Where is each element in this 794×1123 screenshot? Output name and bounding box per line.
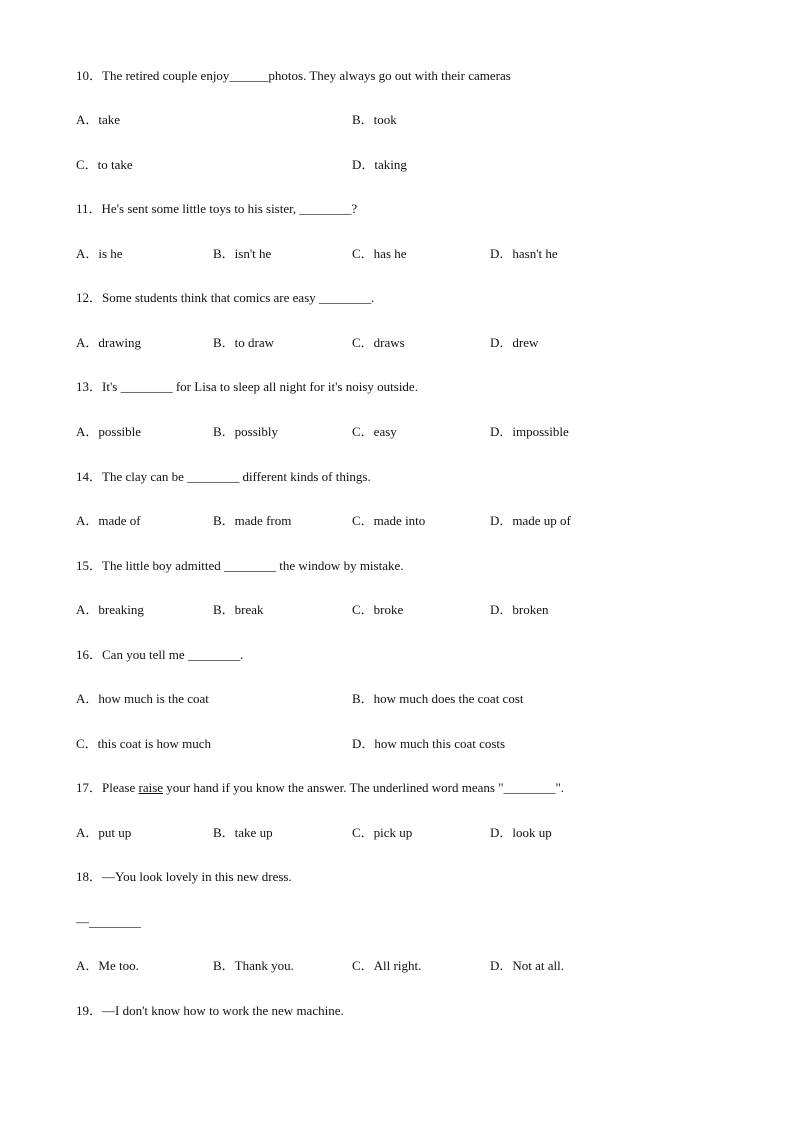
question-stem-after: your hand if you know the answer. The underlined word means "________". — [163, 780, 565, 795]
question-stem: Some students think that comics are easy ________. — [102, 290, 375, 305]
option-a[interactable]: A．put up — [76, 825, 132, 840]
question-number: 18． — [76, 869, 103, 884]
option-c[interactable]: C．made into — [352, 513, 426, 528]
question-15 — [76, 558, 404, 574]
question-12 — [76, 290, 374, 306]
question-18 — [76, 869, 292, 885]
question-stem: The retired couple enjoy______photos. They always go out with their cameras — [102, 68, 511, 83]
question-stem-before: Please — [102, 780, 139, 795]
option-d[interactable]: D．look up — [490, 825, 552, 840]
option-d[interactable]: D．made up of — [490, 513, 571, 528]
question-13 — [76, 379, 418, 395]
option-b[interactable]: B．took — [352, 112, 397, 127]
question-number: 10． — [76, 68, 103, 83]
question-stem: He's sent some little toys to his sister, ________? — [101, 201, 358, 216]
question-16 — [76, 647, 243, 663]
question-number: 14． — [76, 469, 103, 484]
option-c[interactable]: C．easy — [352, 424, 397, 439]
option-b[interactable]: B．break — [213, 602, 264, 617]
underlined-word: raise — [138, 780, 164, 795]
question-number: 11． — [76, 201, 102, 216]
option-c[interactable]: C．to take — [76, 157, 133, 172]
question-stem: The little boy admitted ________ the window by mistake. — [102, 558, 404, 573]
option-d[interactable]: D．how much this coat costs — [352, 736, 506, 751]
question-stem: It's ________ for Lisa to sleep all night for it's noisy outside. — [102, 379, 418, 394]
option-d[interactable]: D．taking — [352, 157, 407, 172]
option-c[interactable]: C．has he — [352, 246, 407, 261]
option-a[interactable]: A．Me too. — [76, 958, 139, 973]
question-number: 15． — [76, 558, 103, 573]
option-a[interactable]: A．drawing — [76, 335, 141, 350]
option-d[interactable]: D．drew — [490, 335, 539, 350]
question-number: 12． — [76, 290, 103, 305]
option-d[interactable]: D．impossible — [490, 424, 569, 439]
option-a[interactable]: A．is he — [76, 246, 123, 261]
option-a[interactable]: A．made of — [76, 513, 141, 528]
question-number: 19． — [76, 1003, 103, 1018]
option-b[interactable]: B．take up — [213, 825, 273, 840]
question-14 — [76, 469, 371, 485]
option-c[interactable]: C．draws — [352, 335, 405, 350]
option-a[interactable]: A．take — [76, 112, 121, 127]
dialogue-reply: —________ — [76, 914, 141, 929]
option-a[interactable]: A．breaking — [76, 602, 144, 617]
option-c[interactable]: C．this coat is how much — [76, 736, 212, 751]
option-b[interactable]: B．made from — [213, 513, 292, 528]
question-number: 17． — [76, 780, 103, 795]
option-b[interactable]: B．to draw — [213, 335, 275, 350]
option-c[interactable]: C．pick up — [352, 825, 413, 840]
question-stem: —You look lovely in this new dress. — [102, 869, 292, 884]
option-c[interactable]: C．broke — [352, 602, 404, 617]
option-b[interactable]: B．Thank you. — [213, 958, 294, 973]
question-number: 16． — [76, 647, 103, 662]
option-b[interactable]: B．isn't he — [213, 246, 272, 261]
option-a[interactable]: A．possible — [76, 424, 142, 439]
option-c[interactable]: C．All right. — [352, 958, 422, 973]
option-b[interactable]: B．possibly — [213, 424, 279, 439]
question-stem: Can you tell me ________. — [102, 647, 244, 662]
question-17 — [76, 780, 564, 796]
option-b[interactable]: B．how much does the coat cost — [352, 691, 524, 706]
option-d[interactable]: D．hasn't he — [490, 246, 558, 261]
question-11 — [76, 201, 357, 217]
question-number: 13． — [76, 379, 103, 394]
option-d[interactable]: D．Not at all. — [490, 958, 565, 973]
option-a[interactable]: A．how much is the coat — [76, 691, 209, 706]
question-stem: —I don't know how to work the new machine. — [102, 1003, 344, 1018]
question-10 — [76, 68, 511, 84]
question-19 — [76, 1003, 344, 1019]
option-d[interactable]: D．broken — [490, 602, 549, 617]
question-stem: The clay can be ________ different kinds of things. — [102, 469, 371, 484]
